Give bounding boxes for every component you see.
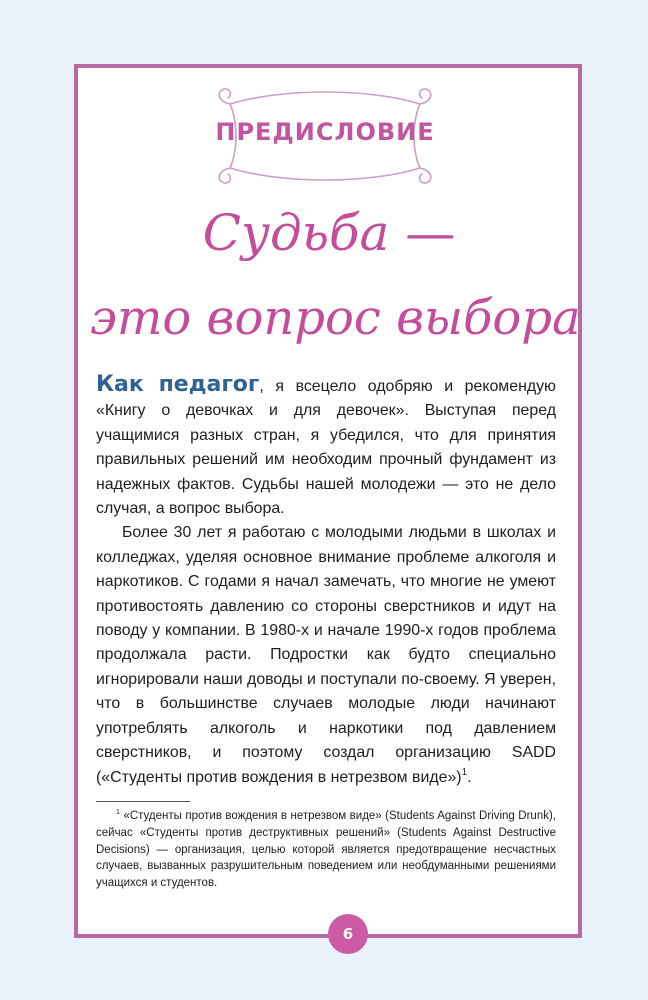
sentence-end: . [467, 768, 472, 786]
footnote [96, 808, 556, 892]
paragraph-2-text: Более 30 лет я работаю с молодыми людьми в школах и колледжах, уделяя основное внимание проблеме алкоголя и наркотиков. С годами я начал замечать, что многие не умеют противостоять давлению со стороны сверстников и идут на поводу у компании. В 1980-х и начале 1990-х годов проблема продолжала расти. Подростки как будто специально игнорировали наши доводы и поступали по-своему. Я уверен, что в большинстве случаев молодые люди начинают употреблять алкоголь и наркотики под давлением сверстников, и поэтому создал организацию SADD («Студенты против вождения в нетрезвом виде») [96, 524, 556, 786]
chapter-banner [212, 82, 438, 190]
paragraph-2 [96, 521, 556, 789]
chapter-label: ПРЕДИСЛОВИЕ [215, 118, 435, 146]
footnote-divider [96, 801, 190, 802]
page-number: 6 [328, 914, 368, 954]
paragraph-1-text: , я всецело одобряю и рекомендую «Книгу о девочках и для девочек». Выступая перед учащимися разных стран, я убедился, что для принятия правильных решений им необходим прочный фундамент из надежных фактов. Судьбы нашей молодежи — это не дело случая, а вопрос выбора. [96, 378, 556, 518]
chapter-title-line-1: Судьба — [202, 204, 456, 262]
lead-word: Как педагог [96, 372, 260, 397]
footnote-marker: 1 [116, 808, 120, 817]
paragraph-1 [96, 373, 556, 521]
footnote-text: «Студенты против вождения в нетрезвом виде» (Students Against Driving Drunk), сейчас «Студенты против деструктивных решений» (Students Against Destructive Decisions) — организация, целью которой является предотвращение несчастных случаев, вызванных разрушительным поведением или необдуманными решениями учащихся и студентов. [96, 810, 556, 890]
chapter-title-line-2: это вопрос выбора [90, 290, 581, 346]
footnote-reference[interactable]: 1 [461, 766, 468, 778]
body-text [96, 373, 556, 790]
